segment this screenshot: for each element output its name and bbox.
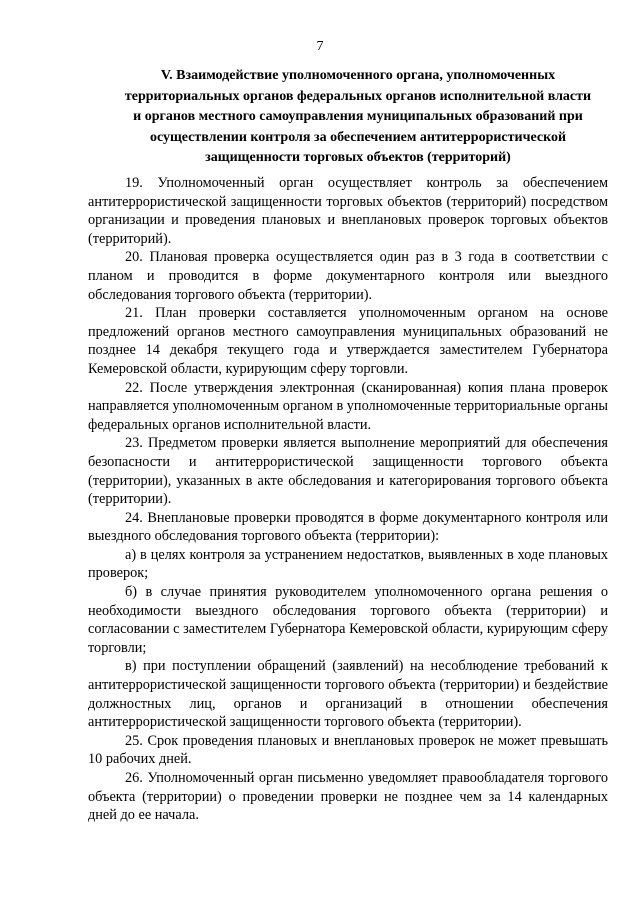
- heading-line: территориальных органов федеральных органов исполнительной власти: [124, 88, 592, 104]
- document-body: [88, 174, 608, 825]
- section-heading: [110, 66, 606, 169]
- list-item-a: а) в целях контроля за устранением недостатков, выявленных в ходе плановых проверок;: [88, 546, 608, 582]
- paragraph-21: 21. План проверки составляется уполномоченным органом на основе предложений органов местного самоуправления муниципальных образований не позднее 14 декабря текущего года и утверждается заместителем Губернатора Кемеровской области, курирующим сферу торговли.: [88, 305, 608, 377]
- heading-line: защищенности торговых объектов (территорий): [205, 150, 511, 165]
- list-item-b: б) в случае принятия руководителем уполномоченного органа решения о необходимости выездного обследования торгового объекта (территории) и согласовании с заместителем Губернатора Кемеровской области, курирующим сферу торговли;: [88, 584, 608, 656]
- paragraph-22: 22. После утверждения электронная (сканированная) копия плана проверок направляется уполномоченным органом в уполномоченные территориальные органы федеральных органов исполнительной власти.: [88, 379, 609, 433]
- paragraph-20: 20. Плановая проверка осуществляется один раз в 3 года в соответствии с планом и проводится в форме документарного контроля или выездного обследования торгового объекта (территории).: [88, 249, 608, 303]
- paragraph-26: 26. Уполномоченный орган письменно уведомляет правообладателя торгового объекта (территории) о проведении проверки не позднее чем за 14 календарных дней до ее начала.: [88, 770, 608, 824]
- heading-line: и органов местного самоуправления муниципальных образований при: [133, 109, 583, 124]
- list-item-v: в) при поступлении обращений (заявлений) на несоблюдение требований к антитеррористической защищенности торгового объекта (территории) и бездействие должностных лиц, органов и организаций в отношении обеспечения антитеррористической защищенности торгового объекта (территории).: [88, 658, 608, 731]
- paragraph-23: 23. Предметом проверки является выполнение мероприятий для обеспечения безопасности и антитеррористической защищенности торгового объекта (территории), указанных в акте обследования и категорирования торгового объекта (территории).: [88, 435, 608, 508]
- page-number: 7: [316, 39, 324, 54]
- paragraph-24: 24. Внеплановые проверки проводятся в форме документарного контроля или выездного обследования торгового объекта (территории):: [88, 509, 608, 545]
- heading-line: осуществлении контроля за обеспечением антитеррористической: [149, 129, 567, 145]
- paragraph-19: 19. Уполномоченный орган осуществляет контроль за обеспечением антитеррористической защищенности торговых объектов (территорий) посредством организации и проведения плановых и внеплановых проверок торговых объектов (территорий).: [88, 175, 608, 247]
- heading-line: V. Взаимодействие уполномоченного органа, уполномоченных: [160, 68, 556, 83]
- paragraph-25: 25. Срок проведения плановых и внеплановых проверок не может превышать 10 рабочих дней.: [88, 732, 608, 768]
